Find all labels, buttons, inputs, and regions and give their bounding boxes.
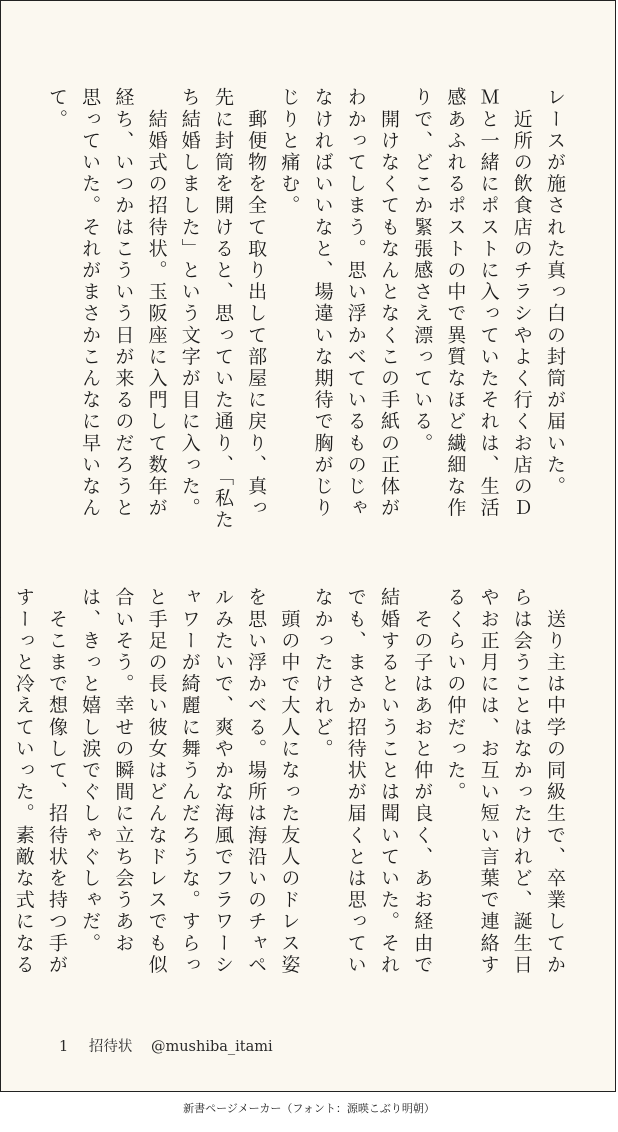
paragraph: 近所の飲食店のチラシやよく行くお店のＤＭと一緒にポストに入っていたそれは、生活感あふれるポストの中で異質なほど繊細な作りで、どこか緊張感さえ漂っている。 <box>411 87 533 519</box>
paragraph: 頭の中で大人になった友人のドレス姿を思い浮かべる。場所は海沿いのチャペルみたいで、爽やかな海風でフラワーシャワーが綺麗に舞うんだろうな。すらっと手足の長い彼女はどんなドレスでも似合いそう。幸せの瞬間に立ち会うあおは、きっと嬉し涙でぐしゃぐしゃだ。 <box>79 587 301 976</box>
paragraph: その子はあおと仲が良く、あお経由で結婚するということは聞いていた。それでも、まさか招待状が届くとは思っていなかったけれど。 <box>311 587 434 976</box>
paragraph: 開けなくてもなんとなくこの手紙の正体がわかってしまう。思い浮かべているものじゃなければいいなと、場違いな期待で胸がじりじりと痛む。 <box>278 87 400 519</box>
page-footer <box>59 1035 273 1056</box>
page-number: 1 <box>59 1039 69 1055</box>
generator-caption: 新書ページメーカー（フォント：源暎こぶり明朝） <box>183 1102 435 1115</box>
bottom-text-block <box>0 587 571 987</box>
chapter-title: 招待状 <box>88 1039 133 1055</box>
paragraph: 送り主は中学の同級生で、卒業してからは会うことはなかったけれど、誕生日やお正月には、お互い短い言葉で連絡するくらいの仲だった。 <box>444 587 566 976</box>
paragraph: レースが施された真っ白の封筒が届いた。 <box>544 87 566 498</box>
paragraph: 結婚式の招待状。玉阪座に入門して数年が経ち、いつかはこういう日が来るのだろうと思っていた。それがまさかこんなに早いなんて。 <box>45 87 168 519</box>
top-text-block <box>40 87 571 539</box>
paragraph: そこまで想像して、招待状を持つ手がすーっと冷えていった。素敵な式になる <box>12 587 68 976</box>
author-handle: @mushiba_itami <box>150 1039 273 1055</box>
paragraph: 郵便物を全て取り出して部屋に戻り、真っ先に封筒を開けると、思っていた通り、「私たち結婚しました」という文字が目に入った。 <box>178 87 268 532</box>
